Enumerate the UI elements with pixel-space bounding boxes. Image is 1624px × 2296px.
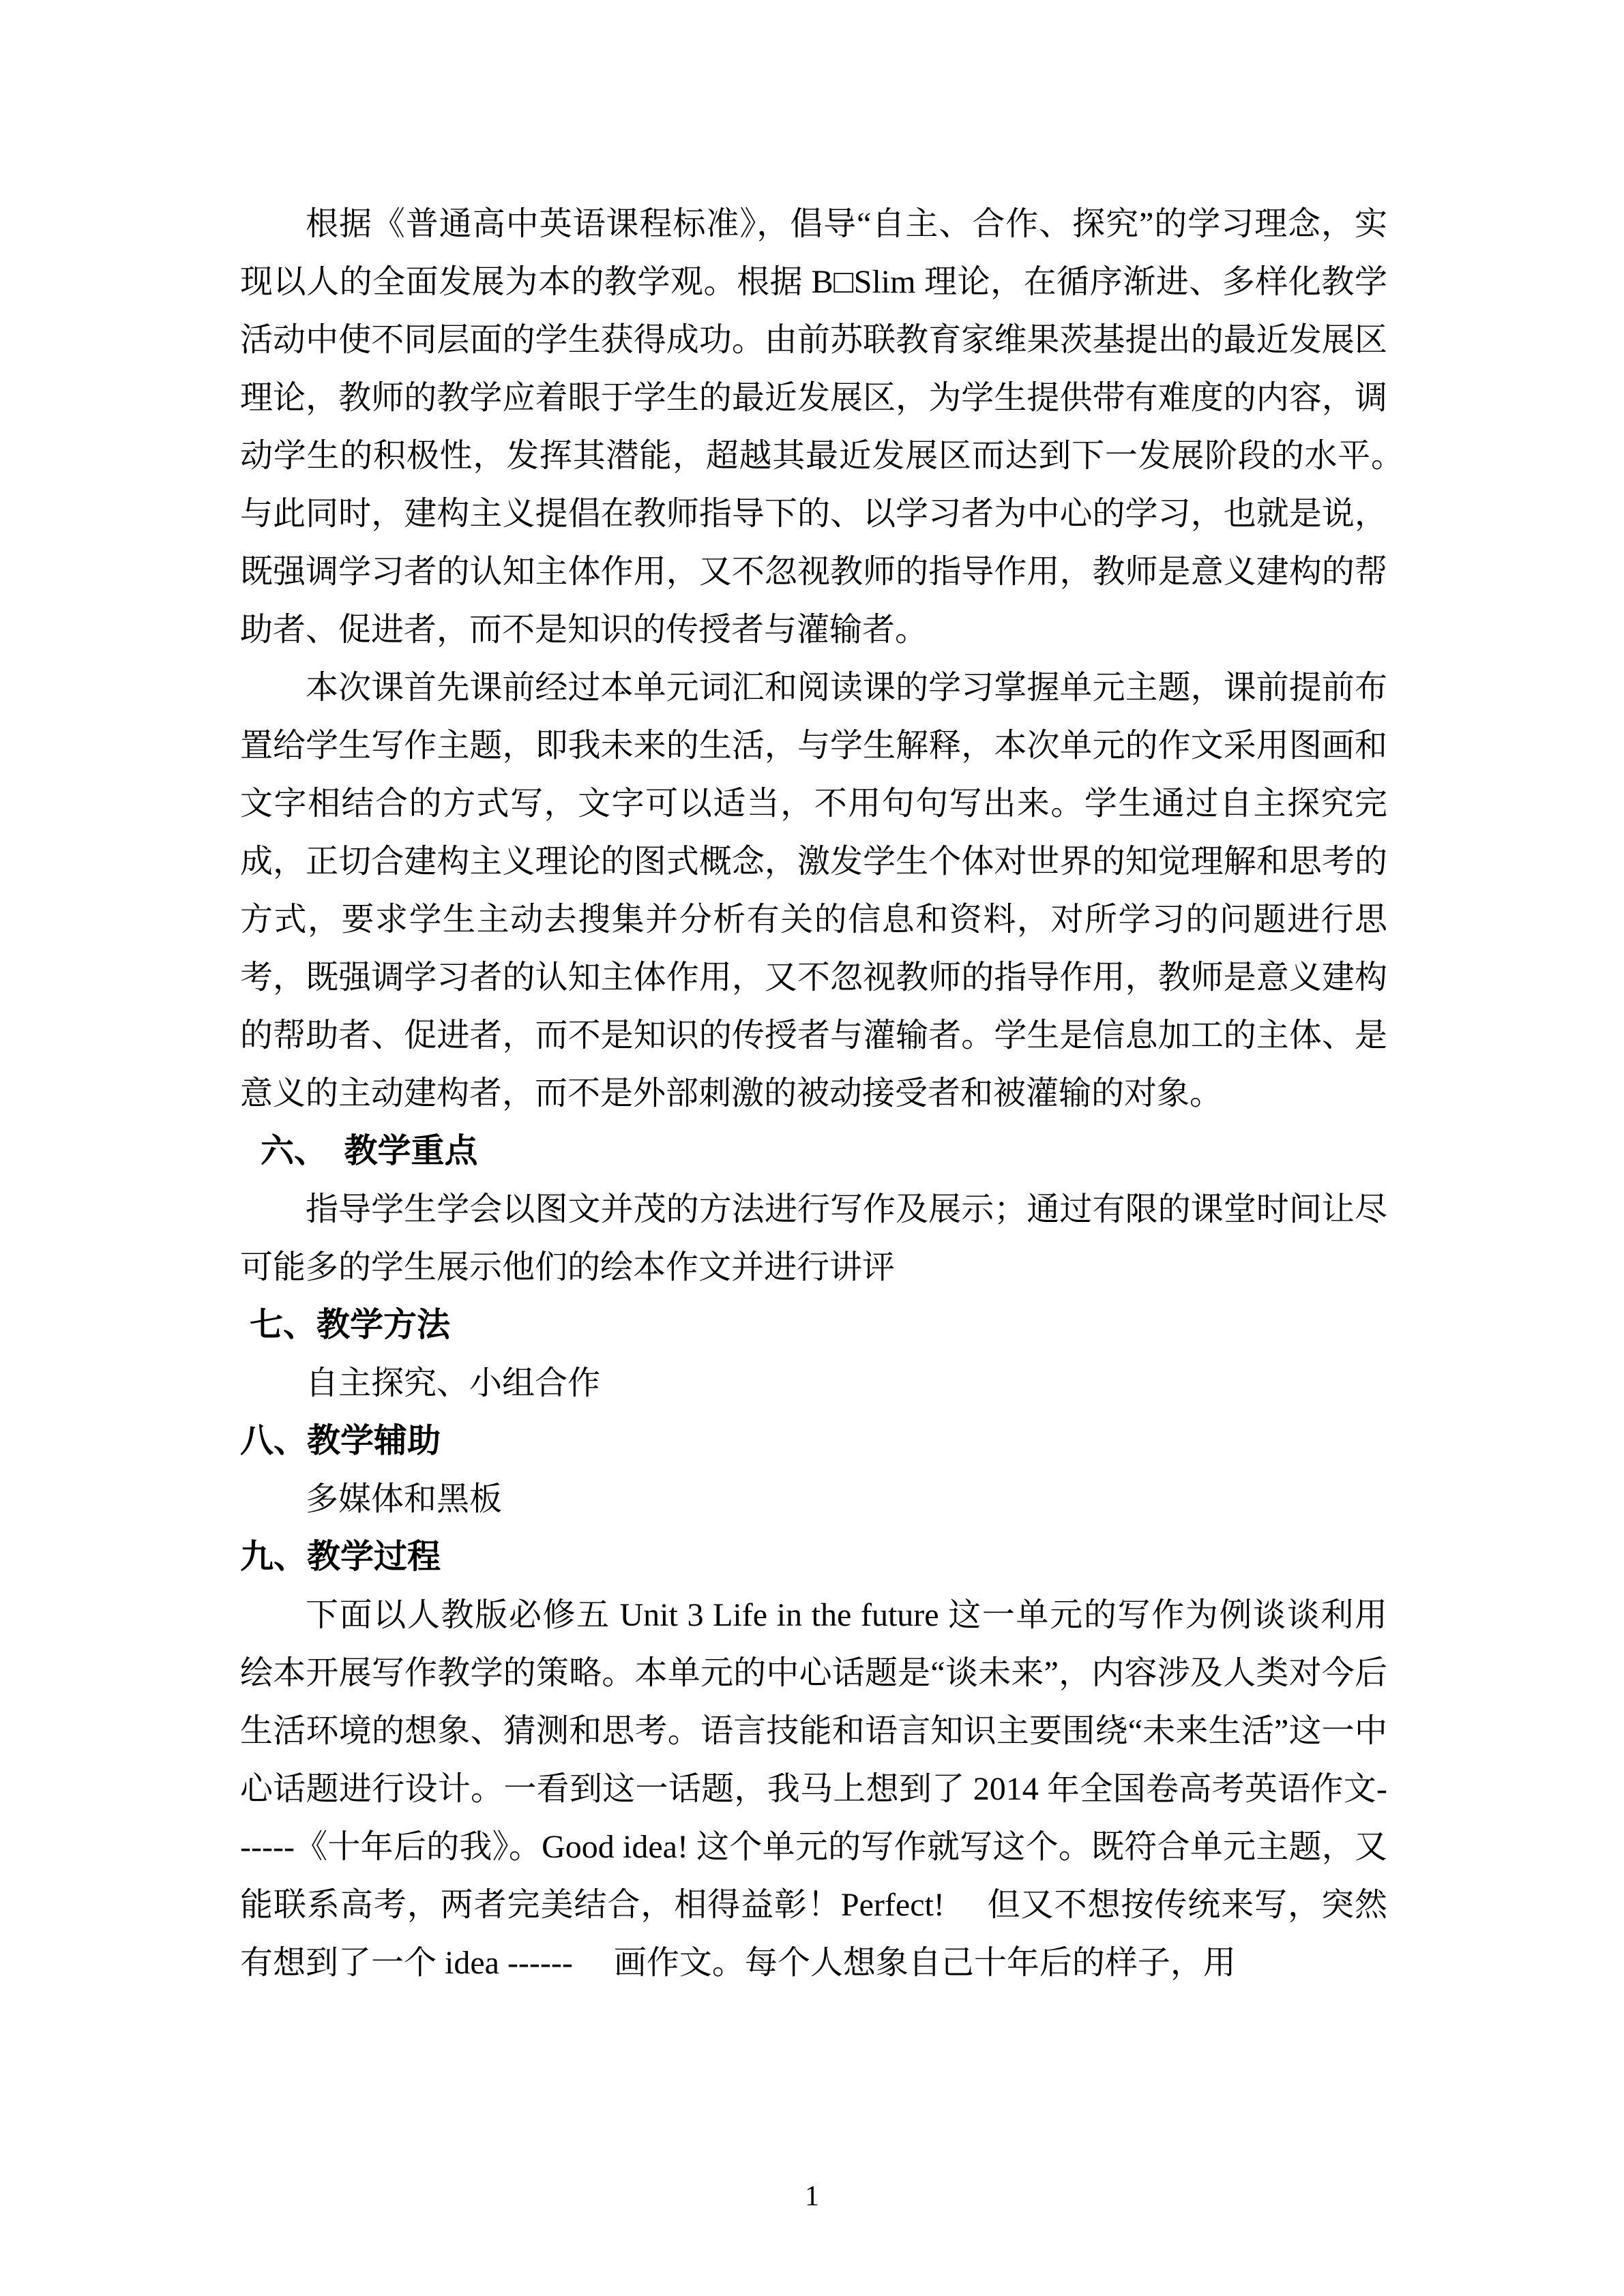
heading-teaching-aid: 八、教学辅助 [240,1422,441,1459]
heading-teaching-method: 七、教学方法 [250,1307,451,1343]
paragraph-teaching-process: 下面以人教版必修五 Unit 3 Life in the future 这一单元的写作为例谈谈利用绘本开展写作教学的策略。本单元的中心话题是“谈未来”，内容涉及人类对今后生活环境的想象、猜测和思考。语言技能和语言知识主要围绕“未来生活”这一中心话题进行设计。一看到这一话题，我马上想到了 2014 年全国卷高考英语作文------《十年后的我》。Good idea! 这个单元的写作就写这个。既符合单元主题，又能联系高考，两者完美结合，相得益彰！Perfect! 但又不想按传统来写，突然有想到了一个 idea ------ 画作文。每个人想象自己十年后的样子，用 [240,1597,1387,1981]
heading-teaching-focus: 六、 教学重点 [261,1133,478,1169]
paragraph-curriculum-theory: 根据《普通高中英语课程标准》，倡导“自主、合作、探究”的学习理念，实现以人的全面发展为本的教学观。根据 B□Slim 理论，在循序渐进、多样化教学活动中使不同层面的学生获得成功。由前苏联教育家维果茨基提出的最近发展区理论，教师的教学应着眼于学生的最近发展区，为学生提供带有难度的内容，调动学生的积极性，发挥其潜能，超越其最近发展区而达到下一发展阶段的水平。 与此同时，建构主义提倡在教师指导下的、以学习者为中心的学习，也就是说，既强调学习者的认知主体作用，又不忽视教师的指导作用，教师是意义建构的帮助者、促进者，而不是知识的传授者与灌输者。 [240,206,1421,648]
paragraph-lesson-preparation: 本次课首先课前经过本单元词汇和阅读课的学习掌握单元主题，课前提前布置给学生写作主题，即我未来的生活，与学生解释，本次单元的作文采用图画和文字相结合的方式写，文字可以适当，不用句句写出来。学生通过自主探究完成，正切合建构主义理论的图式概念，激发学生个体对世界的知觉理解和思考的方式，要求学生主动去搜集并分析有关的信息和资料，对所学习的问题进行思考，既强调学习者的认知主体作用，又不忽视教师的指导作用，教师是意义建构的帮助者、促进者，而不是知识的传授者与灌输者。学生是信息加工的主体、是意义的主动建构者，而不是外部刺激的被动接受者和被灌输的对象。 [240,670,1387,1112]
paragraph-teaching-aid: 多媒体和黑板 [306,1481,503,1517]
paragraph-teaching-focus: 指导学生学会以图文并茂的方法进行写作及展示；通过有限的课堂时间让尽可能多的学生展示他们的绘本作文并进行讲评 [240,1191,1387,1285]
document-body [240,195,1421,1992]
paragraph-teaching-method: 自主探究、小组合作 [306,1365,601,1401]
heading-teaching-process: 九、教学过程 [240,1538,441,1575]
page-number: 1 [805,2181,819,2212]
